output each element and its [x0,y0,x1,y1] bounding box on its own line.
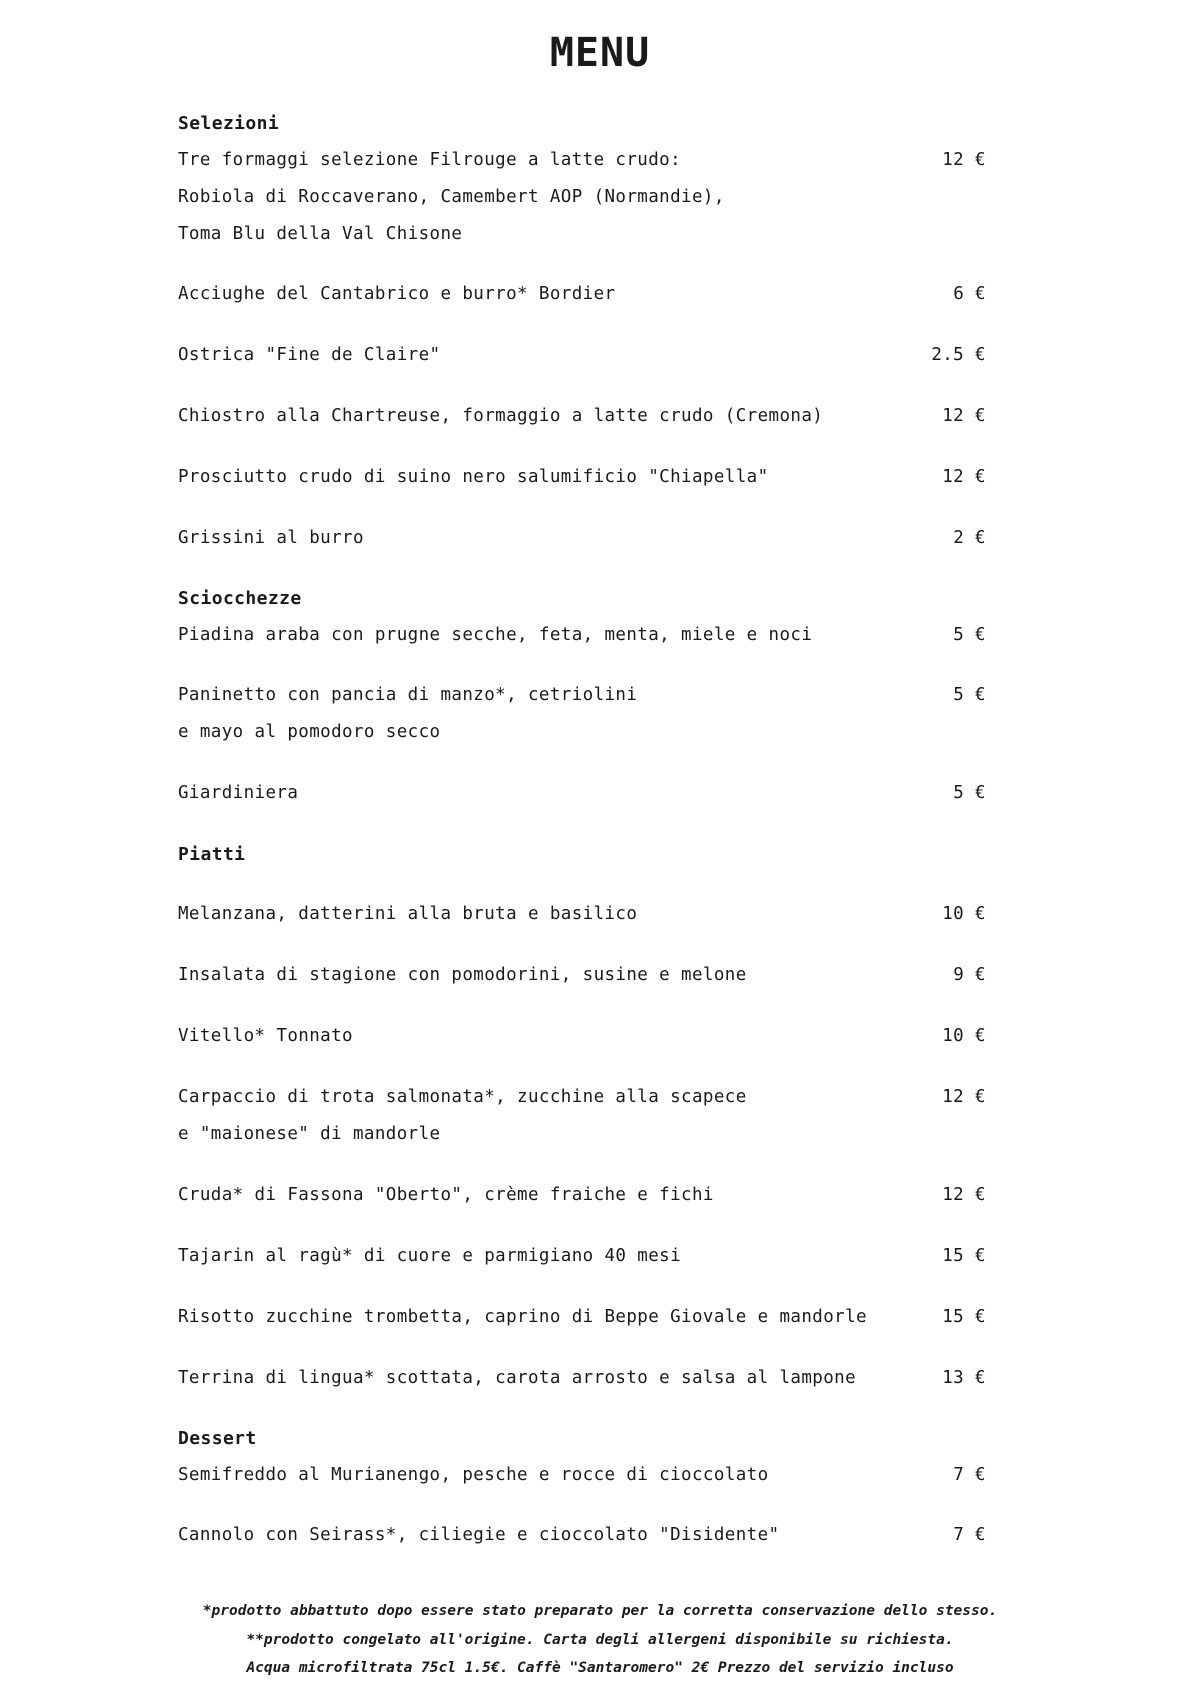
menu-item-price: 12 € [942,1087,986,1107]
menu-item [178,896,1018,933]
menu-item-price: 6 € [953,284,986,304]
menu-item-price: 10 € [942,1026,986,1046]
menu-item-price: 2.5 € [931,345,986,365]
menu-item-price: 10 € [942,904,986,924]
footnote: **prodotto congelato all'origine. Carta degli allergeni disponibile su richiesta. [246,1631,954,1648]
menu-item-text: Cannolo con Seirass*, ciliegie e cioccolato "Disidente" [178,1525,780,1545]
menu-item-text: Grissini al burro [178,528,364,548]
footnote: Acqua microfiltrata 75cl 1.5€. Caffè "Santaromero" 2€ Prezzo del servizio incluso [246,1660,954,1676]
footnotes [0,1597,1200,1683]
menu-item-text: Ostrica "Fine de Claire" [178,345,441,365]
menu-item-text: Vitello* Tonnato [178,1026,353,1046]
menu-item-text: Toma Blu della Val Chisone [178,224,463,244]
menu-item [178,1457,1018,1494]
menu-item-price: 5 € [953,625,986,645]
menu-item [178,1360,1018,1397]
menu-item [178,520,1018,557]
menu-item [178,775,1018,812]
menu-item [178,276,1018,313]
menu-item-text: e "maionese" di mandorle [178,1124,441,1144]
menu-item [178,337,1018,374]
menu-item [178,1238,1018,1275]
menu-item [178,459,1018,496]
menu-item-price: 12 € [942,1185,986,1205]
menu-item [178,1177,1018,1214]
menu-item-text: Piadina araba con prugne secche, feta, menta, miele e noci [178,625,813,645]
menu-item [178,957,1018,994]
menu-item-text: Semifreddo al Murianengo, pesche e rocce di cioccolato [178,1465,769,1485]
menu-item-price: 5 € [953,783,986,803]
menu-item-text: Melanzana, datterini alla bruta e basilico [178,904,638,924]
menu-item [178,142,1018,253]
menu-item [178,1299,1018,1336]
menu-item-price: 7 € [953,1525,986,1545]
menu-item-price: 12 € [942,406,986,426]
menu-item [178,617,1018,654]
menu-item-text: Giardiniera [178,783,299,803]
menu-item-text: Chiostro alla Chartreuse, formaggio a latte crudo (Cremona) [178,406,824,426]
menu-item-text: Paninetto con pancia di manzo*, cetriolini [178,685,638,705]
menu-item-text: Acciughe del Cantabrico e burro* Bordier [178,284,616,304]
menu-item [178,677,1018,751]
menu-item-text: e mayo al pomodoro secco [178,722,441,742]
menu-item-text: Robiola di Roccaverano, Camembert AOP (Normandie), [178,187,725,207]
section-heading-piatti: Piatti [178,844,246,865]
menu-item-text: Cruda* di Fassona "Oberto", crème fraiche e fichi [178,1185,714,1205]
menu-item-price: 15 € [942,1246,986,1266]
menu-item [178,1079,1018,1153]
menu-item-text: Risotto zucchine trombetta, caprino di Beppe Giovale e mandorle [178,1307,867,1327]
menu-item-price: 13 € [942,1368,986,1388]
menu-item-text: Carpaccio di trota salmonata*, zucchine alla scapece [178,1087,747,1107]
menu-item-text: Tajarin al ragù* di cuore e parmigiano 40 mesi [178,1246,682,1266]
footnote: *prodotto abbattuto dopo essere stato preparato per la corretta conservazione dello stesso. [202,1603,998,1619]
menu-item-price: 9 € [953,965,986,985]
menu-item-price: 12 € [942,467,986,487]
menu-item-price: 5 € [953,685,986,705]
menu-item [178,398,1018,435]
section-heading-dessert: Dessert [178,1428,257,1449]
menu-item-price: 15 € [942,1307,986,1327]
menu-item-price: 12 € [942,150,986,170]
section-heading-sciocchezze: Sciocchezze [178,588,302,609]
section-heading-selezioni: Selezioni [178,113,280,134]
menu-item [178,1517,1018,1554]
menu-item-text: Tre formaggi selezione Filrouge a latte crudo: [178,150,682,170]
menu-item [178,1018,1018,1055]
menu-item-price: 2 € [953,528,986,548]
menu-item-text: Prosciutto crudo di suino nero salumificio "Chiapella" [178,467,769,487]
menu-item-text: Insalata di stagione con pomodorini, susine e melone [178,965,747,985]
menu-item-price: 7 € [953,1465,986,1485]
menu-item-text: Terrina di lingua* scottata, carota arrosto e salsa al lampone [178,1368,857,1388]
page-title: MENU [549,30,651,76]
